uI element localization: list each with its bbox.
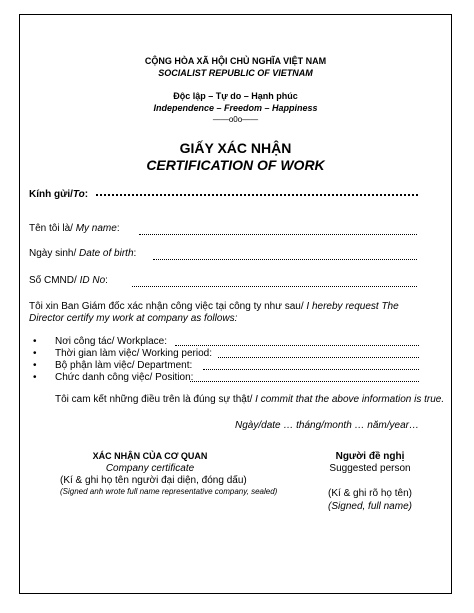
to-field[interactable] <box>96 193 418 196</box>
workplace-field[interactable] <box>175 337 419 346</box>
date-line: Ngày/date … tháng/month … năm/year… <box>235 420 419 431</box>
id-field[interactable] <box>132 278 417 287</box>
header-divider: ——o0o—— <box>212 115 259 124</box>
title-vi: GIẤY XÁC NHẬN <box>179 140 292 156</box>
country-name-en: SOCIALIST REPUBLIC OF VIETNAM <box>158 68 313 78</box>
commitment-text: Tôi cam kết những điều trên là đúng sự thật/ I commit that the above information is true. <box>55 394 445 405</box>
motto-en: Independence – Freedom – Happiness <box>153 103 318 113</box>
dob-label: Ngày sinh/ Date of birth: <box>29 248 137 259</box>
company-signature-note-en: (Signed anh wrote full name representative company, sealed) <box>60 487 278 496</box>
id-label: Số CMND/ ID No: <box>29 275 108 286</box>
name-label: Tên tôi là/ My name: <box>29 223 120 234</box>
company-signature-title: XÁC NHẬN CỦA CƠ QUAN <box>92 451 208 461</box>
to-label: Kính gửi/To: <box>29 189 89 200</box>
motto-vi: Độc lập – Tự do – Hạnh phúc <box>173 91 298 101</box>
company-signature-block <box>20 451 278 496</box>
name-field[interactable] <box>139 226 417 235</box>
working-period-field[interactable] <box>218 349 419 358</box>
info-list: • Nơi công tác/ Workplace: • Thời gian làm việc/ Working period: • Bộ phận làm việc/ Department: • Chức danh công việc/ Position: <box>20 336 453 390</box>
applicant-signature-note-en: (Signed, full name) <box>328 501 412 512</box>
applicant-signature-note-vi: (Kí & ghi rõ họ tên) <box>328 488 412 499</box>
applicant-signature-subtitle: Suggested person <box>329 463 411 474</box>
request-paragraph: Tôi xin Ban Giám đốc xác nhận công việc tại công ty như sau/ I hereby request The Director certify my work at company as follows: <box>29 301 399 324</box>
company-signature-subtitle: Company certificate <box>105 463 195 474</box>
applicant-signature-block <box>295 451 445 512</box>
applicant-signature-title: Người đề nghị <box>335 451 405 462</box>
country-name-vi: CỘNG HÒA XÃ HỘI CHỦ NGHĨA VIỆT NAM <box>144 56 327 66</box>
company-signature-note-vi: (Kí & ghi họ tên người đại diện, đóng dấu) <box>60 475 247 486</box>
title-en: CERTIFICATION OF WORK <box>146 157 325 173</box>
position-field[interactable] <box>190 373 419 382</box>
department-field[interactable] <box>203 361 419 370</box>
document-page <box>19 14 452 594</box>
dob-field[interactable] <box>153 251 417 260</box>
